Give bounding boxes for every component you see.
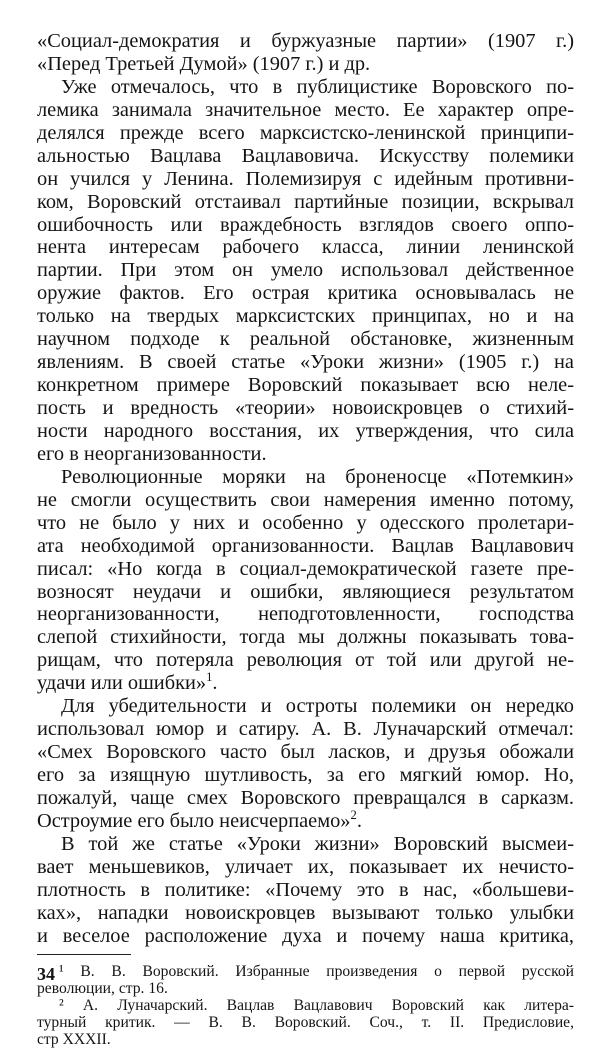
footnote-line-text: турный критик. — В. В. Воровский. Соч., т. II. Предисловие,	[37, 1014, 574, 1031]
body-line	[37, 535, 574, 558]
footnote-line-text: ² А. Луначарский. Вацлав Вацлавович Воровский как литера-	[59, 997, 574, 1014]
footnote-ref: 1	[206, 672, 212, 684]
body-line	[37, 53, 574, 76]
body-line-text: нента интересам рабочего класса, линии ленинской	[37, 236, 574, 258]
body-line-text: «Перед Третьей Думой» (1907 г.) и др.	[37, 53, 370, 75]
body-line-text: оружие фактов. Его острая критика основывалась не	[37, 282, 574, 304]
body-line	[37, 902, 574, 925]
body-line-text: неорганизованности, неподготовленности, господства	[37, 603, 574, 625]
body-line-text: его в неорганизованности.	[37, 443, 267, 465]
footnote-ref: 2	[351, 810, 357, 822]
body-line	[37, 76, 574, 99]
body-line	[37, 30, 574, 53]
body-line	[37, 558, 574, 581]
body-line-text: «Социал-демократия и буржуазные партии» (1907 г.)	[37, 30, 574, 52]
body-line-text: его за изящную шутливость, за его мягкий юмор. Но,	[37, 764, 574, 786]
punctuation: .	[212, 672, 217, 694]
body-line	[37, 649, 574, 672]
body-line	[37, 374, 574, 397]
body-line	[37, 282, 574, 305]
footnotes	[37, 963, 574, 1048]
body-line-text: научном подходе к реальной обстановке, жизненным	[37, 328, 574, 350]
body-line	[37, 603, 574, 626]
body-line-text: делялся прежде всего марксистско-ленинской принципи-	[37, 122, 574, 144]
body-line	[37, 443, 574, 466]
body-line-text: только на твердых марксистских принципах, но и на	[37, 305, 574, 327]
body-line-text: слепой стихийности, тогда мы должны показывать това-	[37, 626, 574, 648]
body-line-text: и веселое расположение духа и почему наша критика,	[37, 925, 574, 947]
body-line-text: возносят неудачи и ошибки, являющиеся результатом	[37, 581, 574, 603]
body-line-text: Уже отмечалось, что в публицистике Воровского по-	[61, 76, 574, 98]
footnote-line	[37, 1031, 574, 1048]
footnote-line-text: революции, стр. 16.	[37, 980, 168, 997]
footnote-line-text: стр XXXII.	[37, 1031, 111, 1048]
page	[37, 30, 574, 1048]
body-line-text: альностью Вацлава Вацлавовича. Искусству полемики	[37, 145, 574, 167]
body-line	[37, 328, 574, 351]
body-line	[37, 925, 574, 948]
body-line	[37, 581, 574, 604]
body-line	[37, 787, 574, 810]
punctuation: .	[357, 810, 362, 832]
body-line	[37, 626, 574, 649]
body-line-text: явлениям. В своей статье «Уроки жизни» (1905 г.) на	[37, 351, 574, 373]
body-line	[37, 351, 574, 374]
body-line	[37, 718, 574, 741]
body-line-text: что не было у них и особенно у одесского пролетари-	[37, 512, 574, 534]
body-line	[37, 879, 574, 902]
body-line	[37, 672, 574, 695]
body-line	[37, 466, 574, 489]
footnote-divider	[37, 954, 131, 955]
footnote-line	[37, 980, 574, 997]
body-line	[37, 122, 574, 145]
body-line-text: В той же статье «Уроки жизни» Воровский высмеи-	[61, 833, 574, 855]
body-line	[37, 191, 574, 214]
body-line	[37, 695, 574, 718]
body-line-text: Революционные моряки на броненосце «Потемкин»	[61, 466, 574, 488]
body-line	[37, 168, 574, 191]
body-line-text: партии. При этом он умело использовал действенное	[37, 259, 574, 281]
body-line	[37, 99, 574, 122]
body-line-text: рищам, что потеряла революция от той или другой не-	[37, 649, 574, 671]
body-line-text: вает меньшевиков, уличает их, показывает их нечисто-	[37, 856, 574, 878]
body-line	[37, 512, 574, 535]
body-line-text: Для убедительности и остроты полемики он нередко	[61, 695, 574, 717]
body-line-text: ках», нападки новоискровцев вызывают только улыбки	[37, 902, 574, 924]
body-line	[37, 489, 574, 512]
body-line-text: он учился у Ленина. Полемизируя с идейным противни-	[37, 168, 574, 190]
body-line-text: ата необходимой организованности. Вацлав Вацлавович	[37, 535, 574, 557]
body-line-text: удачи или ошибки»	[37, 672, 206, 694]
footnote-line	[37, 997, 574, 1014]
body-line	[37, 214, 574, 237]
body-line-text: лемика занимала значительное место. Ее характер опре-	[37, 99, 574, 121]
body-line-text: ошибочность или враждебность взглядов своего оппо-	[37, 214, 574, 236]
body-line	[37, 833, 574, 856]
body-line-text: ком, Воровский отстаивал партийные позиции, вскрывал	[37, 191, 574, 213]
body-line	[37, 420, 574, 443]
main-text	[37, 30, 574, 948]
body-line-text: пожалуй, чаще смех Воровского превращался в сарказм.	[37, 787, 574, 809]
body-line	[37, 741, 574, 764]
footnote-line-text: ¹ В. В. Воровский. Избранные произведения о первой русской	[59, 963, 574, 980]
body-line-text: писал: «Но когда в социал-демократической газете пре-	[37, 558, 574, 580]
page-number: 34	[37, 964, 55, 985]
body-line	[37, 145, 574, 168]
body-line	[37, 236, 574, 259]
body-line-text: не смогли осуществить свои намерения именно потому,	[37, 489, 574, 511]
body-line	[37, 259, 574, 282]
body-line-text: конкретном примере Воровский показывает всю неле-	[37, 374, 574, 396]
body-line	[37, 810, 574, 833]
body-line	[37, 397, 574, 420]
footnote-line	[37, 963, 574, 980]
body-line-text: пость и вредность «теории» новоискровцев о стихий-	[37, 397, 574, 419]
body-line	[37, 305, 574, 328]
body-line-text: использовал юмор и сатиру. А. В. Луначарский отмечал:	[37, 718, 574, 740]
body-line-text: Остроумие его было неисчерпаемо»	[37, 810, 351, 832]
body-line	[37, 856, 574, 879]
body-line-text: плотность в политике: «Почему это в нас, «большеви-	[37, 879, 574, 901]
footnote-line	[37, 1014, 574, 1031]
body-line	[37, 764, 574, 787]
body-line-text: «Смех Воровского часто был ласков, и друзья обожали	[37, 741, 574, 763]
body-line-text: ности народного восстания, их утверждения, что сила	[37, 420, 574, 442]
